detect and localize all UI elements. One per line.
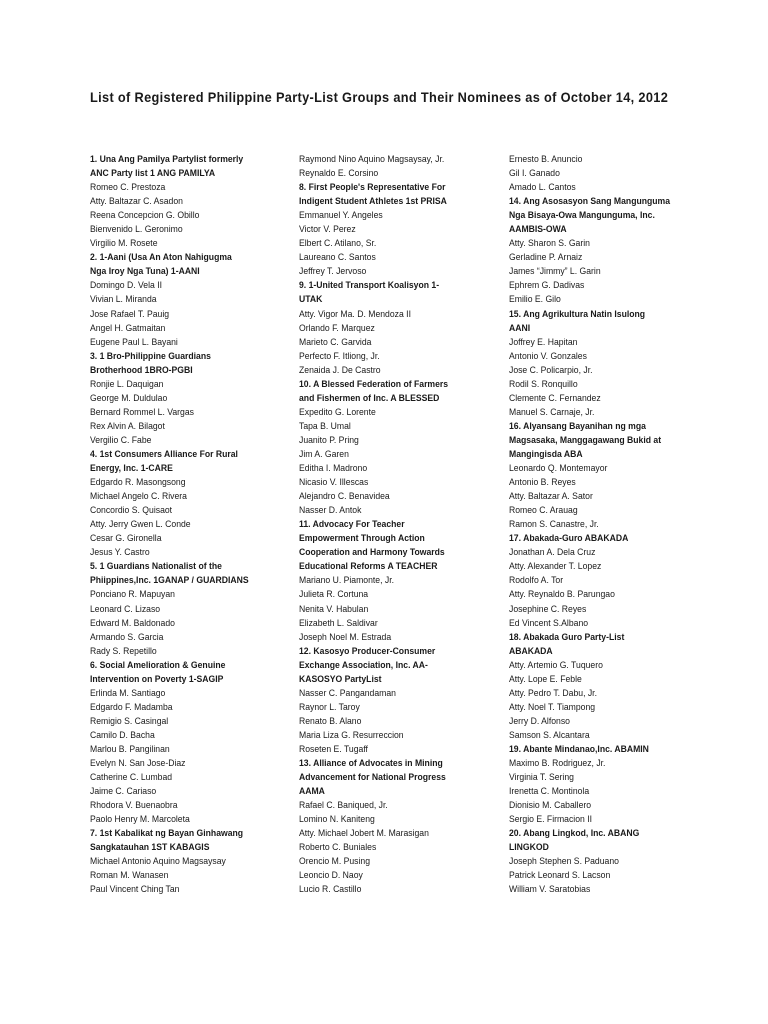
nominee-name: Virginia T. Sering <box>509 772 574 784</box>
nominee-name: Jose C. Policarpio, Jr. <box>509 364 593 376</box>
nominee-name: Jim A. Garen <box>299 448 349 460</box>
nominee-name: Cesar G. Gironella <box>90 533 162 545</box>
party-heading-line: ANC Party list 1 ANG PAMILYA <box>90 168 216 180</box>
column-3 <box>509 153 699 897</box>
party-heading-line: Nga Iroy Nga Tuna) 1-AANI <box>90 266 200 278</box>
document-title: List of Registered Philippine Party-List Groups and Their Nominees as of October 14, 2012 <box>90 90 669 105</box>
nominee-name: Michael Antonio Aquino Magsaysay <box>90 856 226 868</box>
nominee-name: Lucio R. Castillo <box>299 884 362 896</box>
nominee-name: George M. Duldulao <box>90 392 168 404</box>
nominee-name: Evelyn N. San Jose-Diaz <box>90 758 186 770</box>
party-heading-line: 15. Ang Agrikultura Natin Isulong <box>509 308 646 320</box>
nominee-name: Rodil S. Ronquillo <box>509 378 578 390</box>
nominee-name: Antonio V. Gonzales <box>509 350 587 362</box>
party-heading-line: 8. First People's Representative For <box>299 182 446 194</box>
nominee-name: Reynaldo E. Corsino <box>299 168 379 180</box>
party-heading-line: ABAKADA <box>509 645 553 657</box>
nominee-name: Leoncio D. Naoy <box>299 870 363 882</box>
nominee-name: Sergio E. Firmacion II <box>509 814 593 826</box>
party-heading-line: 1. Una Ang Pamilya Partylist formerly <box>90 154 244 165</box>
nominee-name: Edward M. Baldonado <box>90 617 175 629</box>
nominee-name: Nasser D. Antok <box>299 505 362 517</box>
nominee-name: Atty. Reynaldo B. Parungao <box>509 589 615 601</box>
nominee-name: Marlou B. Pangilinan <box>90 743 170 755</box>
party-heading-line: Intervention on Poverty 1-SAGIP <box>90 673 224 685</box>
party-heading-line: 19. Abante Mindanao,Inc. ABAMIN <box>509 743 649 755</box>
nominee-name: Zenaida J. De Castro <box>299 364 381 376</box>
nominee-name: Joseph Noel M. Estrada <box>299 631 392 643</box>
party-heading-line: Brotherhood 1BRO-PGBI <box>90 364 193 376</box>
nominee-name: William V. Saratobias <box>509 884 591 896</box>
nominee-name: Ernesto B. Anuncio <box>509 154 583 165</box>
party-heading-line: Magsasaka, Manggagawang Bukid at <box>509 434 662 446</box>
nominee-name: Lomino N. Kaniteng <box>299 814 375 826</box>
nominee-name: Paul Vincent Ching Tan <box>90 884 180 896</box>
nominee-name: Alejandro C. Benavidea <box>299 491 390 503</box>
nominee-name: Virgilio M. Rosete <box>90 238 158 250</box>
party-heading-line: 17. Abakada-Guro ABAKADA <box>509 533 629 545</box>
nominee-name: Remigio S. Casingal <box>90 715 169 727</box>
party-heading-line: Exchange Association, Inc. AA- <box>299 659 428 671</box>
party-heading-line: AAMA <box>299 786 325 798</box>
nominee-name: Gerladine P. Arnaiz <box>509 252 583 264</box>
party-heading-line: 11. Advocacy For Teacher <box>299 519 405 531</box>
nominee-name: Leonard C. Lizaso <box>90 603 161 615</box>
nominee-name: Julieta R. Cortuna <box>299 589 369 601</box>
nominee-name: Ephrem G. Dadivas <box>509 280 585 292</box>
nominee-name: Atty. Noel T. Tiampong <box>509 701 596 713</box>
nominee-name: Ed Vincent S.Albano <box>509 617 589 629</box>
nominee-name: Marieto C. Garvida <box>299 336 372 348</box>
nominee-name: Gil I. Ganado <box>509 168 560 180</box>
party-heading-line: 7. 1st Kabalikat ng Bayan Ginhawang <box>90 828 244 840</box>
nominee-name: Atty. Alexander T. Lopez <box>509 561 602 573</box>
nominee-name: Atty. Vigor Ma. D. Mendoza II <box>299 308 411 320</box>
nominee-name: Atty. Baltazar C. Asadon <box>90 196 183 208</box>
party-heading-line: Mangingisda ABA <box>509 448 583 460</box>
nominee-name: Eugene Paul L. Bayani <box>90 336 178 348</box>
nominee-name: Roberto C. Buniales <box>299 842 377 854</box>
nominee-name: Jerry D. Alfonso <box>509 715 570 727</box>
nominee-name: Orencio M. Pusing <box>299 856 371 868</box>
nominee-name: Romeo C. Prestoza <box>90 182 166 194</box>
nominee-name: Antonio B. Reyes <box>509 477 576 489</box>
nominee-name: Ponciano R. Mapuyan <box>90 589 175 601</box>
nominee-name: Bernard Rommel L. Vargas <box>90 406 194 418</box>
nominee-name: Jaime C. Cariaso <box>90 786 157 798</box>
nominee-name: Nasser C. Pangandaman <box>299 687 396 699</box>
nominee-name: Atty. Lope E. Feble <box>509 673 582 685</box>
nominee-name: Atty. Baltazar A. Sator <box>509 491 593 503</box>
nominee-name: Bienvenido L. Geronimo <box>90 224 183 236</box>
nominee-name: Maria Liza G. Resurreccion <box>299 729 404 741</box>
nominee-name: Rex Alvin A. Bilagot <box>90 420 165 432</box>
party-heading-line: Sangkatauhan 1ST KABAGIS <box>90 842 210 854</box>
party-heading-line: 18. Abakada Guro Party-List <box>509 631 625 643</box>
nominee-name: Vivian L. Miranda <box>90 294 157 306</box>
nominee-name: Rodolfo A. Tor <box>509 575 564 587</box>
nominee-name: Tapa B. Umal <box>299 420 351 432</box>
nominee-name: Atty. Artemio G. Tuquero <box>509 659 603 671</box>
nominee-name: Rafael C. Baniqued, Jr. <box>299 800 388 812</box>
party-heading-line: KASOSYO PartyList <box>299 673 382 685</box>
party-heading-line: Nga Bisaya-Owa Mangunguma, Inc. <box>509 210 655 222</box>
party-heading-line: 6. Social Amelioration & Genuine <box>90 659 226 671</box>
nominee-name: Angel H. Gatmaitan <box>90 322 166 334</box>
nominee-name: Romeo C. Arauag <box>509 505 578 517</box>
party-heading-line: Energy, Inc. 1-CARE <box>90 463 173 475</box>
party-heading-line: Phiippines,Inc. 1GANAP / GUARDIANS <box>90 575 249 587</box>
nominee-name: Victor V. Perez <box>299 224 356 236</box>
party-heading-line: 4. 1st Consumers Alliance For Rural <box>90 448 238 460</box>
nominee-name: Joffrey E. Hapitan <box>509 336 578 348</box>
nominee-name: Expedito G. Lorente <box>299 406 376 418</box>
party-heading-line: Advancement for National Progress <box>299 772 446 784</box>
nominee-name: Rady S. Repetillo <box>90 645 157 657</box>
column-1 <box>90 153 280 897</box>
nominee-name: Armando S. Garcia <box>90 631 164 643</box>
column-2 <box>299 153 489 897</box>
nominee-name: Samson S. Alcantara <box>509 729 590 741</box>
nominee-name: Vergilio C. Fabe <box>90 434 152 446</box>
nominee-name: Erlinda M. Santiago <box>90 687 166 699</box>
nominee-name: Camilo D. Bacha <box>90 729 155 741</box>
nominee-name: Domingo D. Vela II <box>90 280 162 292</box>
party-heading-line: 20. Abang Lingkod, Inc. ABANG <box>509 828 640 840</box>
nominee-name: Jonathan A. Dela Cruz <box>509 547 596 559</box>
nominee-name: Catherine C. Lumbad <box>90 772 173 784</box>
nominee-name: Concordio S. Quisaot <box>90 505 173 517</box>
party-heading-line: 13. Alliance of Advocates in Mining <box>299 758 443 770</box>
nominee-name: Perfecto F. Itliong, Jr. <box>299 350 380 362</box>
party-heading-line: UTAK <box>299 294 323 306</box>
nominee-name: Clemente C. Fernandez <box>509 392 601 404</box>
nominee-name: Atty. Jerry Gwen L. Conde <box>90 519 191 531</box>
party-heading-line: Indigent Student Athletes 1st PRISA <box>299 196 447 208</box>
nominee-name: Atty. Sharon S. Garin <box>509 238 590 250</box>
nominee-name: Ronjie L. Daquigan <box>90 378 164 390</box>
nominee-name: Nenita V. Habulan <box>299 603 369 615</box>
nominee-name: Emilio E. Gilo <box>509 294 561 306</box>
party-heading-line: LINGKOD <box>509 842 549 854</box>
nominee-name: Jesus Y. Castro <box>90 547 150 559</box>
party-heading-line: 5. 1 Guardians Nationalist of the <box>90 561 222 573</box>
party-heading-line: AANI <box>509 322 531 334</box>
party-heading-line: Empowerment Through Action <box>299 533 425 545</box>
nominee-name: Joseph Stephen S. Paduano <box>509 856 619 868</box>
nominee-name: Reena Concepcion G. Obillo <box>90 210 200 222</box>
party-heading-line: and Fishermen of Inc. A BLESSED <box>299 392 440 404</box>
party-heading-line: 3. 1 Bro-Philippine Guardians <box>90 350 211 362</box>
party-heading-line: Cooperation and Harmony Towards <box>299 547 445 559</box>
nominee-name: Maximo B. Rodriguez, Jr. <box>509 758 606 770</box>
nominee-name: Renato B. Alano <box>299 715 362 727</box>
party-heading-line: AAMBIS-OWA <box>509 224 567 236</box>
nominee-name: Roseten E. Tugaff <box>299 743 368 755</box>
nominee-name: Ramon S. Canastre, Jr. <box>509 519 599 531</box>
nominee-name: Michael Angelo C. Rivera <box>90 491 187 503</box>
nominee-name: Nicasio V. Illescas <box>299 477 369 489</box>
nominee-name: James “Jimmy” L. Garin <box>509 266 601 278</box>
nominee-name: Jeffrey T. Jervoso <box>299 266 367 278</box>
nominee-name: Josephine C. Reyes <box>509 603 587 615</box>
nominee-name: Elizabeth L. Saldivar <box>299 617 378 629</box>
nominee-name: Patrick Leonard S. Lacson <box>509 870 611 882</box>
nominee-name: Atty. Michael Jobert M. Marasigan <box>299 828 429 840</box>
party-heading-line: Educational Reforms A TEACHER <box>299 561 438 573</box>
nominee-name: Paolo Henry M. Marcoleta <box>90 814 190 826</box>
nominee-name: Irenetta C. Montinola <box>509 786 590 798</box>
nominee-name: Edgardo R. Masongsong <box>90 477 186 489</box>
party-heading-line: 10. A Blessed Federation of Farmers <box>299 378 449 390</box>
party-heading-line: 12. Kasosyo Producer-Consumer <box>299 645 436 657</box>
nominee-name: Laureano C. Santos <box>299 252 376 264</box>
nominee-name: Rhodora V. Buenaobra <box>90 800 178 812</box>
nominee-name: Leonardo Q. Montemayor <box>509 463 608 475</box>
nominee-name: Jose Rafael T. Pauig <box>90 308 170 320</box>
nominee-name: Amado L. Cantos <box>509 182 576 194</box>
party-heading-line: 16. Alyansang Bayanihan ng mga <box>509 420 646 432</box>
nominee-name: Dionisio M. Caballero <box>509 800 592 812</box>
nominee-name: Mariano U. Piamonte, Jr. <box>299 575 395 587</box>
party-heading-line: 9. 1-United Transport Koalisyon 1- <box>299 280 440 292</box>
party-heading-line: 14. Ang Asosasyon Sang Mangunguma <box>509 196 671 208</box>
nominee-name: Raynor L. Taroy <box>299 701 360 713</box>
nominee-name: Emmanuel Y. Angeles <box>299 210 383 222</box>
nominee-name: Editha I. Madrono <box>299 463 368 475</box>
nominee-name: Orlando F. Marquez <box>299 322 375 334</box>
nominee-name: Manuel S. Carnaje, Jr. <box>509 406 595 418</box>
nominee-name: Atty. Pedro T. Dabu, Jr. <box>509 687 597 699</box>
nominee-name: Edgardo F. Madamba <box>90 701 173 713</box>
nominee-name: Raymond Nino Aquino Magsaysay, Jr. <box>299 154 445 165</box>
nominee-name: Elbert C. Atilano, Sr. <box>299 238 377 250</box>
party-heading-line: 2. 1-Aani (Usa An Aton Nahigugma <box>90 252 232 264</box>
nominee-name: Roman M. Wanasen <box>90 870 169 882</box>
nominee-name: Juanito P. Pring <box>299 434 359 446</box>
